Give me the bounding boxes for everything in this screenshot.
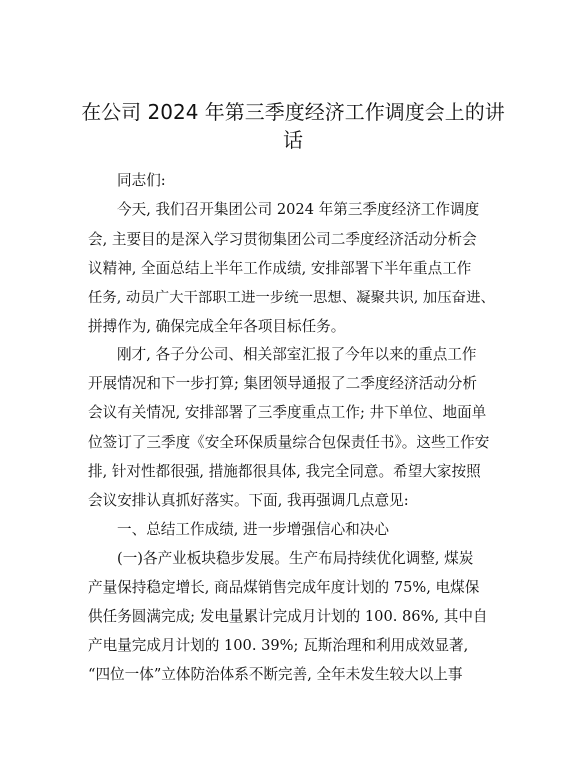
sub-paragraph-line-2: 产量保持稳定增长, 商品煤销售完成年度计划的 75%, 电煤保: [88, 579, 480, 596]
sub-paragraph-line-5: “四位一体”立体防治体系不断完善, 全年未发生较大以上事: [88, 666, 463, 683]
paragraph-1-line-3: 议精神, 全面总结上半年工作成绩, 安排部署下半年重点工作: [88, 260, 472, 277]
title-line-2: 话: [283, 128, 303, 152]
paragraph-2-line-6: 会议安排认真抓好落实。下面, 我再强调几点意见:: [88, 492, 409, 509]
sub-paragraph-line-1: (一)各产业板块稳步发展。生产布局持续优化调整, 煤炭: [117, 550, 474, 567]
salutation: 同志们:: [117, 172, 166, 189]
paragraph-2-line-1: 刚才, 各子分公司、相关部室汇报了今年以来的重点工作: [117, 346, 477, 363]
paragraph-1-line-5: 拼搏作为, 确保完成全年各项目标任务。: [88, 318, 346, 335]
section-heading: 一、总结工作成绩, 进一步增强信心和决心: [117, 521, 389, 538]
paragraph-2-line-4: 位签订了三季度《安全环保质量综合包保责任书》。这些工作安: [88, 434, 490, 451]
document-title: [60, 98, 526, 154]
paragraph-1-line-1: 今天, 我们召开集团公司 2024 年第三季度经济工作调度: [117, 201, 480, 218]
paragraph-2-line-5: 排, 针对性都很强, 措施都很具体, 我完全同意。希望大家按照: [88, 463, 481, 480]
sub-paragraph-line-3: 供任务圆满完成; 发电量累计完成月计划的 100. 86%, 其中自: [88, 608, 488, 625]
paragraph-2-line-2: 开展情况和下一步打算; 集团领导通报了二季度经济活动分析: [88, 375, 477, 392]
paragraph-2-line-3: 会议有关情况, 安排部署了三季度重点工作; 井下单位、地面单: [88, 404, 487, 421]
paragraph-1-line-2: 会, 主要目的是深入学习贯彻集团公司二季度经济活动分析会: [88, 231, 477, 248]
sub-paragraph-line-4: 产电量完成月计划的 100. 39%; 瓦斯治理和利用成效显著,: [88, 637, 469, 654]
paragraph-1-line-4: 任务, 动员广大干部职工进一步统一思想、凝聚共识, 加压奋进、: [88, 290, 495, 306]
title-line-1: 在公司 2024 年第三季度经济工作调度会上的讲: [81, 100, 505, 124]
